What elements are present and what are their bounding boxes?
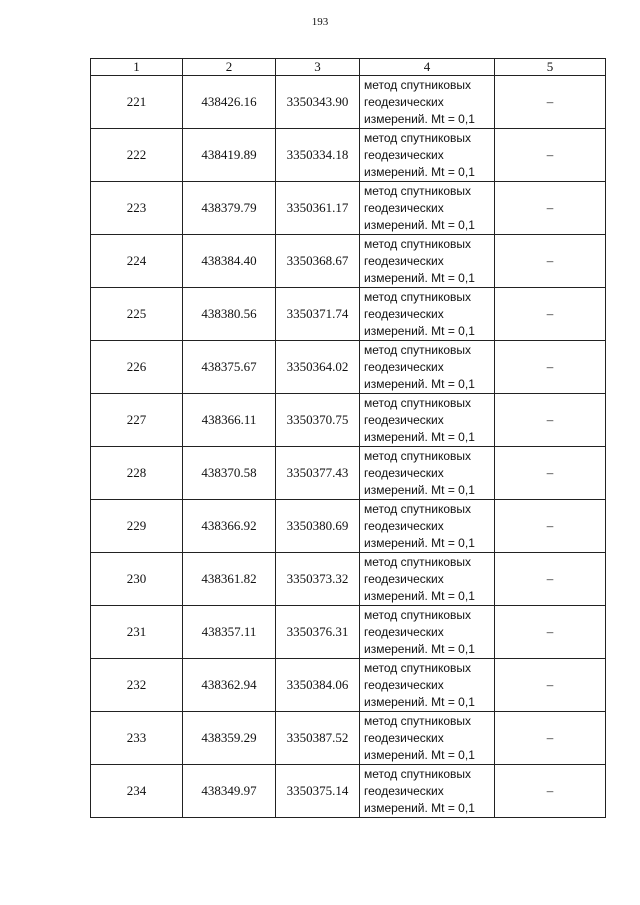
method-cell [360,500,495,553]
point-number-cell: 225 [91,288,183,341]
method-line: геодезических [364,783,444,798]
method-cell [360,394,495,447]
method-line: геодезических [364,359,444,374]
method-cell [360,76,495,129]
point-number-cell: 221 [91,76,183,129]
method-line: геодезических [364,465,444,480]
description-cell: – [495,394,606,447]
description-cell: – [495,235,606,288]
x-coordinate-cell: 438379.79 [183,182,276,235]
table-row [91,606,606,659]
method-line: измерений. Mt = 0,1 [364,535,475,550]
method-line: метод спутниковых [364,289,472,304]
table-row [91,288,606,341]
method-line: метод спутниковых [364,607,472,622]
y-coordinate-cell: 3350380.69 [276,500,360,553]
method-cell [360,341,495,394]
y-coordinate-cell: 3350364.02 [276,341,360,394]
y-coordinate-cell: 3350371.74 [276,288,360,341]
x-coordinate-cell: 438426.16 [183,76,276,129]
description-cell: – [495,712,606,765]
point-number-cell: 232 [91,659,183,712]
method-line: метод спутниковых [364,395,472,410]
description-cell: – [495,288,606,341]
x-coordinate-cell: 438366.92 [183,500,276,553]
method-cell [360,712,495,765]
method-line: метод спутниковых [364,183,472,198]
x-coordinate-cell: 438357.11 [183,606,276,659]
page-number: 193 [311,16,329,28]
y-coordinate-cell: 3350373.32 [276,553,360,606]
y-coordinate-cell: 3350368.67 [276,235,360,288]
description-cell: – [495,606,606,659]
method-line: геодезических [364,412,444,427]
x-coordinate-cell: 438375.67 [183,341,276,394]
method-line: измерений. Mt = 0,1 [364,747,475,762]
y-coordinate-cell: 3350361.17 [276,182,360,235]
method-line: геодезических [364,147,444,162]
method-cell [360,765,495,818]
x-coordinate-cell: 438349.97 [183,765,276,818]
table-row [91,659,606,712]
coordinates-table [90,58,606,818]
method-line: метод спутниковых [364,554,472,569]
method-cell [360,129,495,182]
point-number-cell: 223 [91,182,183,235]
header-col-1: 1 [91,59,183,76]
point-number-cell: 222 [91,129,183,182]
table-row [91,182,606,235]
point-number-cell: 228 [91,447,183,500]
method-line: измерений. Mt = 0,1 [364,376,475,391]
x-coordinate-cell: 438361.82 [183,553,276,606]
method-cell [360,447,495,500]
header-col-2: 2 [183,59,276,76]
method-line: измерений. Mt = 0,1 [364,482,475,497]
y-coordinate-cell: 3350375.14 [276,765,360,818]
method-cell [360,235,495,288]
point-number-cell: 233 [91,712,183,765]
y-coordinate-cell: 3350343.90 [276,76,360,129]
table-row [91,129,606,182]
method-line: измерений. Mt = 0,1 [364,217,475,232]
method-line: геодезических [364,624,444,639]
x-coordinate-cell: 438380.56 [183,288,276,341]
method-line: метод спутниковых [364,236,472,251]
method-line: геодезических [364,518,444,533]
method-cell [360,553,495,606]
y-coordinate-cell: 3350384.06 [276,659,360,712]
table-row [91,712,606,765]
header-col-5: 5 [495,59,606,76]
header-col-4: 4 [360,59,495,76]
method-line: метод спутниковых [364,77,472,92]
method-line: измерений. Mt = 0,1 [364,694,475,709]
method-line: измерений. Mt = 0,1 [364,323,475,338]
table-row [91,447,606,500]
method-line: геодезических [364,677,444,692]
method-line: измерений. Mt = 0,1 [364,429,475,444]
table-row [91,341,606,394]
y-coordinate-cell: 3350377.43 [276,447,360,500]
method-line: измерений. Mt = 0,1 [364,164,475,179]
description-cell: – [495,182,606,235]
method-line: геодезических [364,200,444,215]
description-cell: – [495,447,606,500]
method-cell [360,288,495,341]
method-line: метод спутниковых [364,713,472,728]
table-body [91,76,606,818]
method-line: геодезических [364,253,444,268]
table-row [91,500,606,553]
x-coordinate-cell: 438419.89 [183,129,276,182]
y-coordinate-cell: 3350334.18 [276,129,360,182]
method-line: геодезических [364,571,444,586]
method-line: измерений. Mt = 0,1 [364,588,475,603]
method-cell [360,659,495,712]
method-line: измерений. Mt = 0,1 [364,270,475,285]
method-line: геодезических [364,306,444,321]
method-line: метод спутниковых [364,660,472,675]
method-line: метод спутниковых [364,766,472,781]
x-coordinate-cell: 438366.11 [183,394,276,447]
method-line: измерений. Mt = 0,1 [364,641,475,656]
point-number-cell: 229 [91,500,183,553]
description-cell: – [495,129,606,182]
x-coordinate-cell: 438359.29 [183,712,276,765]
method-line: измерений. Mt = 0,1 [364,800,475,815]
table-row [91,394,606,447]
description-cell: – [495,341,606,394]
point-number-cell: 224 [91,235,183,288]
point-number-cell: 234 [91,765,183,818]
point-number-cell: 230 [91,553,183,606]
table-row [91,765,606,818]
description-cell: – [495,659,606,712]
description-cell: – [495,553,606,606]
x-coordinate-cell: 438384.40 [183,235,276,288]
method-line: метод спутниковых [364,342,472,357]
method-cell [360,606,495,659]
table-row [91,553,606,606]
point-number-cell: 227 [91,394,183,447]
description-cell: – [495,76,606,129]
y-coordinate-cell: 3350387.52 [276,712,360,765]
method-line: геодезических [364,94,444,109]
y-coordinate-cell: 3350376.31 [276,606,360,659]
method-cell [360,182,495,235]
table-header-row [91,59,606,76]
x-coordinate-cell: 438370.58 [183,447,276,500]
method-line: метод спутниковых [364,130,472,145]
description-cell: – [495,765,606,818]
method-line: геодезических [364,730,444,745]
x-coordinate-cell: 438362.94 [183,659,276,712]
table-row [91,76,606,129]
y-coordinate-cell: 3350370.75 [276,394,360,447]
method-line: метод спутниковых [364,501,472,516]
description-cell: – [495,500,606,553]
method-line: метод спутниковых [364,448,472,463]
method-line: измерений. Mt = 0,1 [364,111,475,126]
point-number-cell: 231 [91,606,183,659]
header-col-3: 3 [276,59,360,76]
point-number-cell: 226 [91,341,183,394]
table-row [91,235,606,288]
